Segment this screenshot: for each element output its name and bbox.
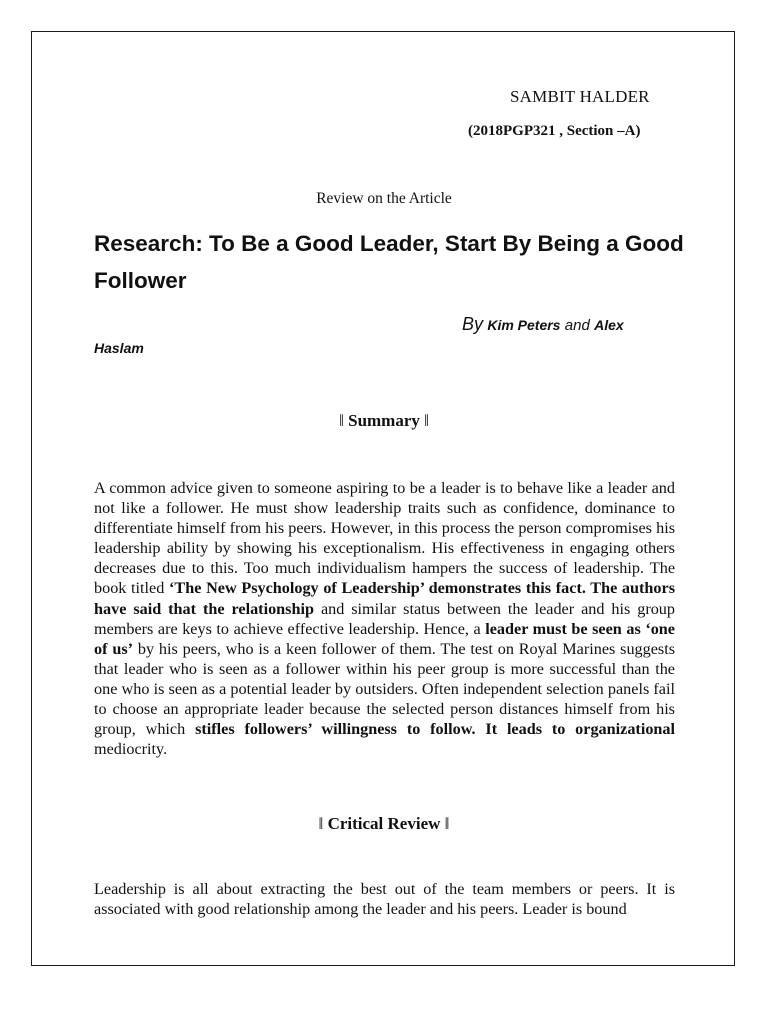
critical-review-bar-left: ǁ [318, 814, 324, 833]
critical-review-text-1: Leadership is all about extracting the best out of the team members or peers. It is associated with good relationship among the leader and his peers. Leader is bound [94, 880, 675, 919]
critical-review-paragraph [94, 879, 675, 919]
byline-by: By [462, 314, 484, 334]
summary-bold-3: stifles followers’ willingness to follow. It leads to organizational [195, 720, 676, 739]
review-label: Review on the Article [316, 190, 452, 207]
critical-review-bar-right: ǁ [444, 814, 450, 833]
critical-review-heading-text: Critical Review [327, 814, 441, 833]
summary-bold-1: ‘The New Psychology of Leadership’ demonstrates this fact. The authors have said that the relationship [94, 579, 675, 618]
author-name: SAMBIT HALDER [510, 87, 650, 106]
summary-bar-right: ǁ [424, 411, 429, 430]
summary-paragraph [94, 478, 675, 759]
byline-and: and [564, 317, 590, 334]
summary-heading-text: Summary [348, 411, 420, 430]
article-title: Research: To Be a Good Leader, Start By Being a Good Follower [94, 231, 684, 293]
summary-heading [0, 411, 768, 431]
summary-bar-left: ǁ [339, 411, 344, 430]
summary-text-2: and similar status between the leader and his group members are keys to achieve effective leadership. Hence, a [94, 599, 675, 638]
critical-review-heading [0, 814, 768, 834]
summary-text-1: A common advice given to someone aspiring to be a leader is to behave like a leader and not like a follower. He must show leadership traits such as confidence, dominance to differentiate himself from his peers. However, in this process the person compromises his leadership ability by showing his exceptionalism. His effectiveness in engaging others decreases due to this. Too much individualism hampers the success of leadership. The book titled [94, 479, 675, 598]
byline-author-2-first: Alex [594, 317, 624, 333]
summary-text-4: mediocrity. [94, 740, 168, 759]
author-id: (2018PGP321 , Section –A) [468, 123, 641, 139]
summary-bold-2: leader must be seen as ‘one of us’ [94, 619, 675, 658]
byline [462, 314, 624, 335]
byline-author-1: Kim Peters [487, 317, 561, 333]
summary-text-3: by his peers, who is a keen follower of them. The test on Royal Marines suggests that leader who is seen as a follower within his peer group is more successful than the one who is seen as a potential leader by outsiders. Often independent selection panels fail to choose an appropriate leader because the selected person distances himself from his group, which [94, 639, 676, 739]
byline-author-2-last: Haslam [94, 340, 144, 356]
